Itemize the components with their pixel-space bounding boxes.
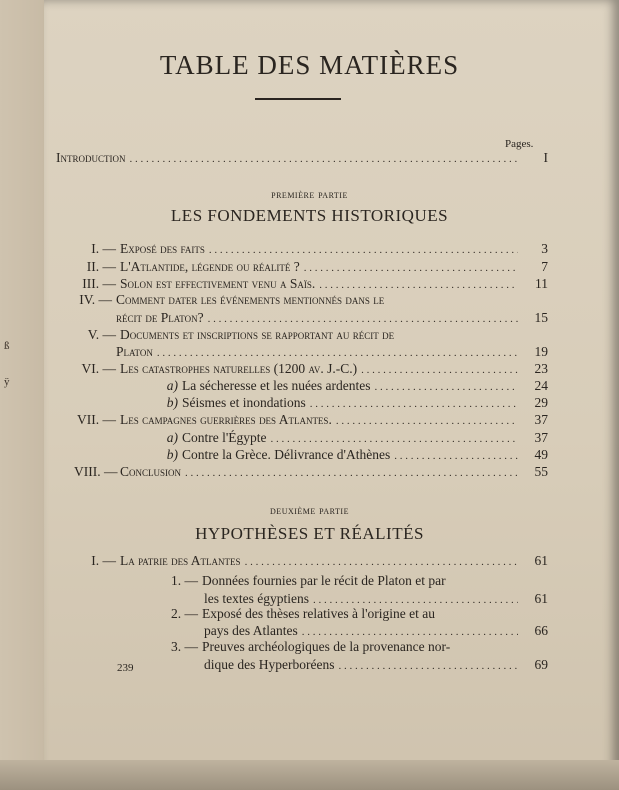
leader-dots — [319, 276, 518, 293]
toc-page-number: 69 — [534, 657, 548, 672]
toc-entry-text: La patrie des Atlantes — [120, 553, 241, 568]
toc-entry — [74, 464, 548, 481]
toc-entry-text: Platon — [116, 344, 153, 359]
toc-page-number: 66 — [534, 623, 548, 638]
toc-entry-text: L'Atlantide, légende ou réalité ? — [120, 259, 300, 274]
toc-entry — [74, 327, 394, 343]
toc-entry — [74, 361, 548, 378]
chapter-number: I. — — [91, 241, 116, 256]
toc-entry — [74, 259, 548, 276]
chapter-number: III. — — [82, 276, 116, 291]
part1-title: LES FONDEMENTS HISTORIQUES — [170, 206, 449, 225]
toc-subentry — [164, 430, 548, 447]
subentry-number: 2. — — [171, 606, 198, 621]
toc-page-number: 15 — [534, 310, 548, 325]
toc-page-number: 3 — [541, 241, 548, 256]
toc-entry-text: Contre l'Égypte — [182, 430, 267, 445]
part1-label: première partie — [271, 189, 348, 201]
toc-page-number: 37 — [534, 430, 548, 445]
toc-page-number: 24 — [534, 378, 548, 393]
toc-entry-text: Exposé des thèses relatives à l'origine et au — [202, 606, 435, 621]
toc-subentry — [164, 378, 548, 395]
leader-dots — [209, 241, 518, 258]
part2-label: deuxième partie — [270, 505, 349, 517]
toc-entry — [74, 276, 548, 293]
toc-subentry — [164, 447, 548, 464]
toc-entry — [74, 241, 548, 258]
toc-entry-text: Les catastrophes naturelles (1200 av. J.-C.) — [120, 361, 358, 376]
toc-subentry — [164, 395, 548, 412]
toc-entry-text: Exposé des faits — [120, 241, 205, 256]
toc-page-number: 11 — [535, 276, 548, 291]
subentry-number: 3. — — [171, 639, 198, 654]
leader-dots — [185, 464, 518, 481]
page-title: TABLE DES MATIÈRES — [159, 50, 460, 80]
toc-page-number: 7 — [541, 259, 548, 274]
toc-page-number: 55 — [534, 464, 548, 479]
toc-entry-text: La sécheresse et les nuées ardentes — [182, 378, 371, 393]
leader-dots — [271, 430, 518, 447]
toc-entry-text: Comment dater les événements mentionnés dans le — [116, 292, 385, 307]
toc-subentry — [164, 573, 446, 589]
leader-dots — [302, 623, 518, 640]
chapter-number: VI. — — [81, 361, 116, 376]
left-page-mark: ÿ — [4, 376, 10, 388]
chapter-number: VII. — — [77, 412, 116, 427]
toc-entry — [74, 292, 384, 308]
chapter-number: II. — — [86, 259, 116, 274]
page-bottom-edge — [0, 760, 619, 790]
toc-entry-text: les textes égyptiens — [204, 591, 309, 606]
toc-page-number: 61 — [534, 553, 548, 568]
toc-entry-text: pays des Atlantes — [204, 623, 298, 638]
toc-entry-text: Données fournies par le récit de Platon et par — [202, 573, 446, 588]
leader-dots — [157, 344, 518, 361]
leader-dots — [310, 395, 518, 412]
subentry-letter: b) — [166, 395, 178, 410]
leader-dots — [130, 150, 519, 167]
footer-page-number: 239 — [117, 662, 134, 674]
toc-page-number: 49 — [534, 447, 548, 462]
leader-dots — [336, 412, 518, 429]
subentry-letter: b) — [166, 447, 178, 462]
leader-dots — [338, 657, 518, 674]
toc-entry — [74, 412, 548, 429]
leader-dots — [394, 447, 518, 464]
chapter-number: V. — — [87, 327, 116, 342]
chapter-number: VIII. — — [74, 464, 118, 479]
toc-page-number: 37 — [534, 412, 548, 427]
toc-entry-continuation — [204, 623, 548, 640]
subentry-letter: a) — [166, 378, 178, 393]
toc-entry-text: Solon est effectivement venu a Saïs. — [120, 276, 316, 291]
toc-entry-text: Contre la Grèce. Délivrance d'Athènes — [182, 447, 391, 462]
subentry-letter: a) — [166, 430, 178, 445]
toc-entry-introduction — [56, 150, 548, 167]
toc-page-number: 23 — [534, 361, 548, 376]
toc-page-number: I — [543, 150, 548, 165]
toc-page-number: 29 — [534, 395, 548, 410]
toc-entry — [88, 553, 548, 570]
toc-subentry — [164, 606, 435, 622]
toc-entry-continuation — [116, 310, 548, 327]
toc-entry-text: Introduction — [56, 150, 126, 165]
toc-entry-text: Les campagnes guerrières des Atlantes. — [120, 412, 332, 427]
toc-entry-text: Conclusion — [120, 464, 182, 479]
toc-page-number: 61 — [534, 591, 548, 606]
toc-entry-continuation — [204, 657, 548, 674]
pages-column-label: Pages. — [505, 138, 534, 150]
leader-dots — [375, 378, 518, 395]
toc-entry-text: Séismes et inondations — [182, 395, 306, 410]
left-page-mark: ß — [4, 340, 10, 352]
chapter-number: I. — — [91, 553, 116, 568]
toc-entry-text: Preuves archéologiques de la provenance nor- — [202, 639, 451, 654]
toc-entry-text: dique des Hyperboréens — [204, 657, 335, 672]
subentry-number: 1. — — [171, 573, 198, 588]
leader-dots — [245, 553, 518, 570]
leader-dots — [304, 259, 518, 276]
leader-dots — [208, 310, 518, 327]
chapter-number: IV. — — [79, 292, 112, 307]
leader-dots — [361, 361, 518, 378]
toc-entry-continuation — [116, 344, 548, 361]
toc-subentry — [164, 639, 450, 655]
title-rule — [255, 98, 341, 100]
part2-title: HYPOTHÈSES ET RÉALITÉS — [195, 524, 424, 543]
toc-page-number: 19 — [534, 344, 548, 359]
toc-entry-text: récit de Platon? — [116, 310, 204, 325]
toc-entry-text: Documents et inscriptions se rapportant au récit de — [120, 327, 395, 342]
